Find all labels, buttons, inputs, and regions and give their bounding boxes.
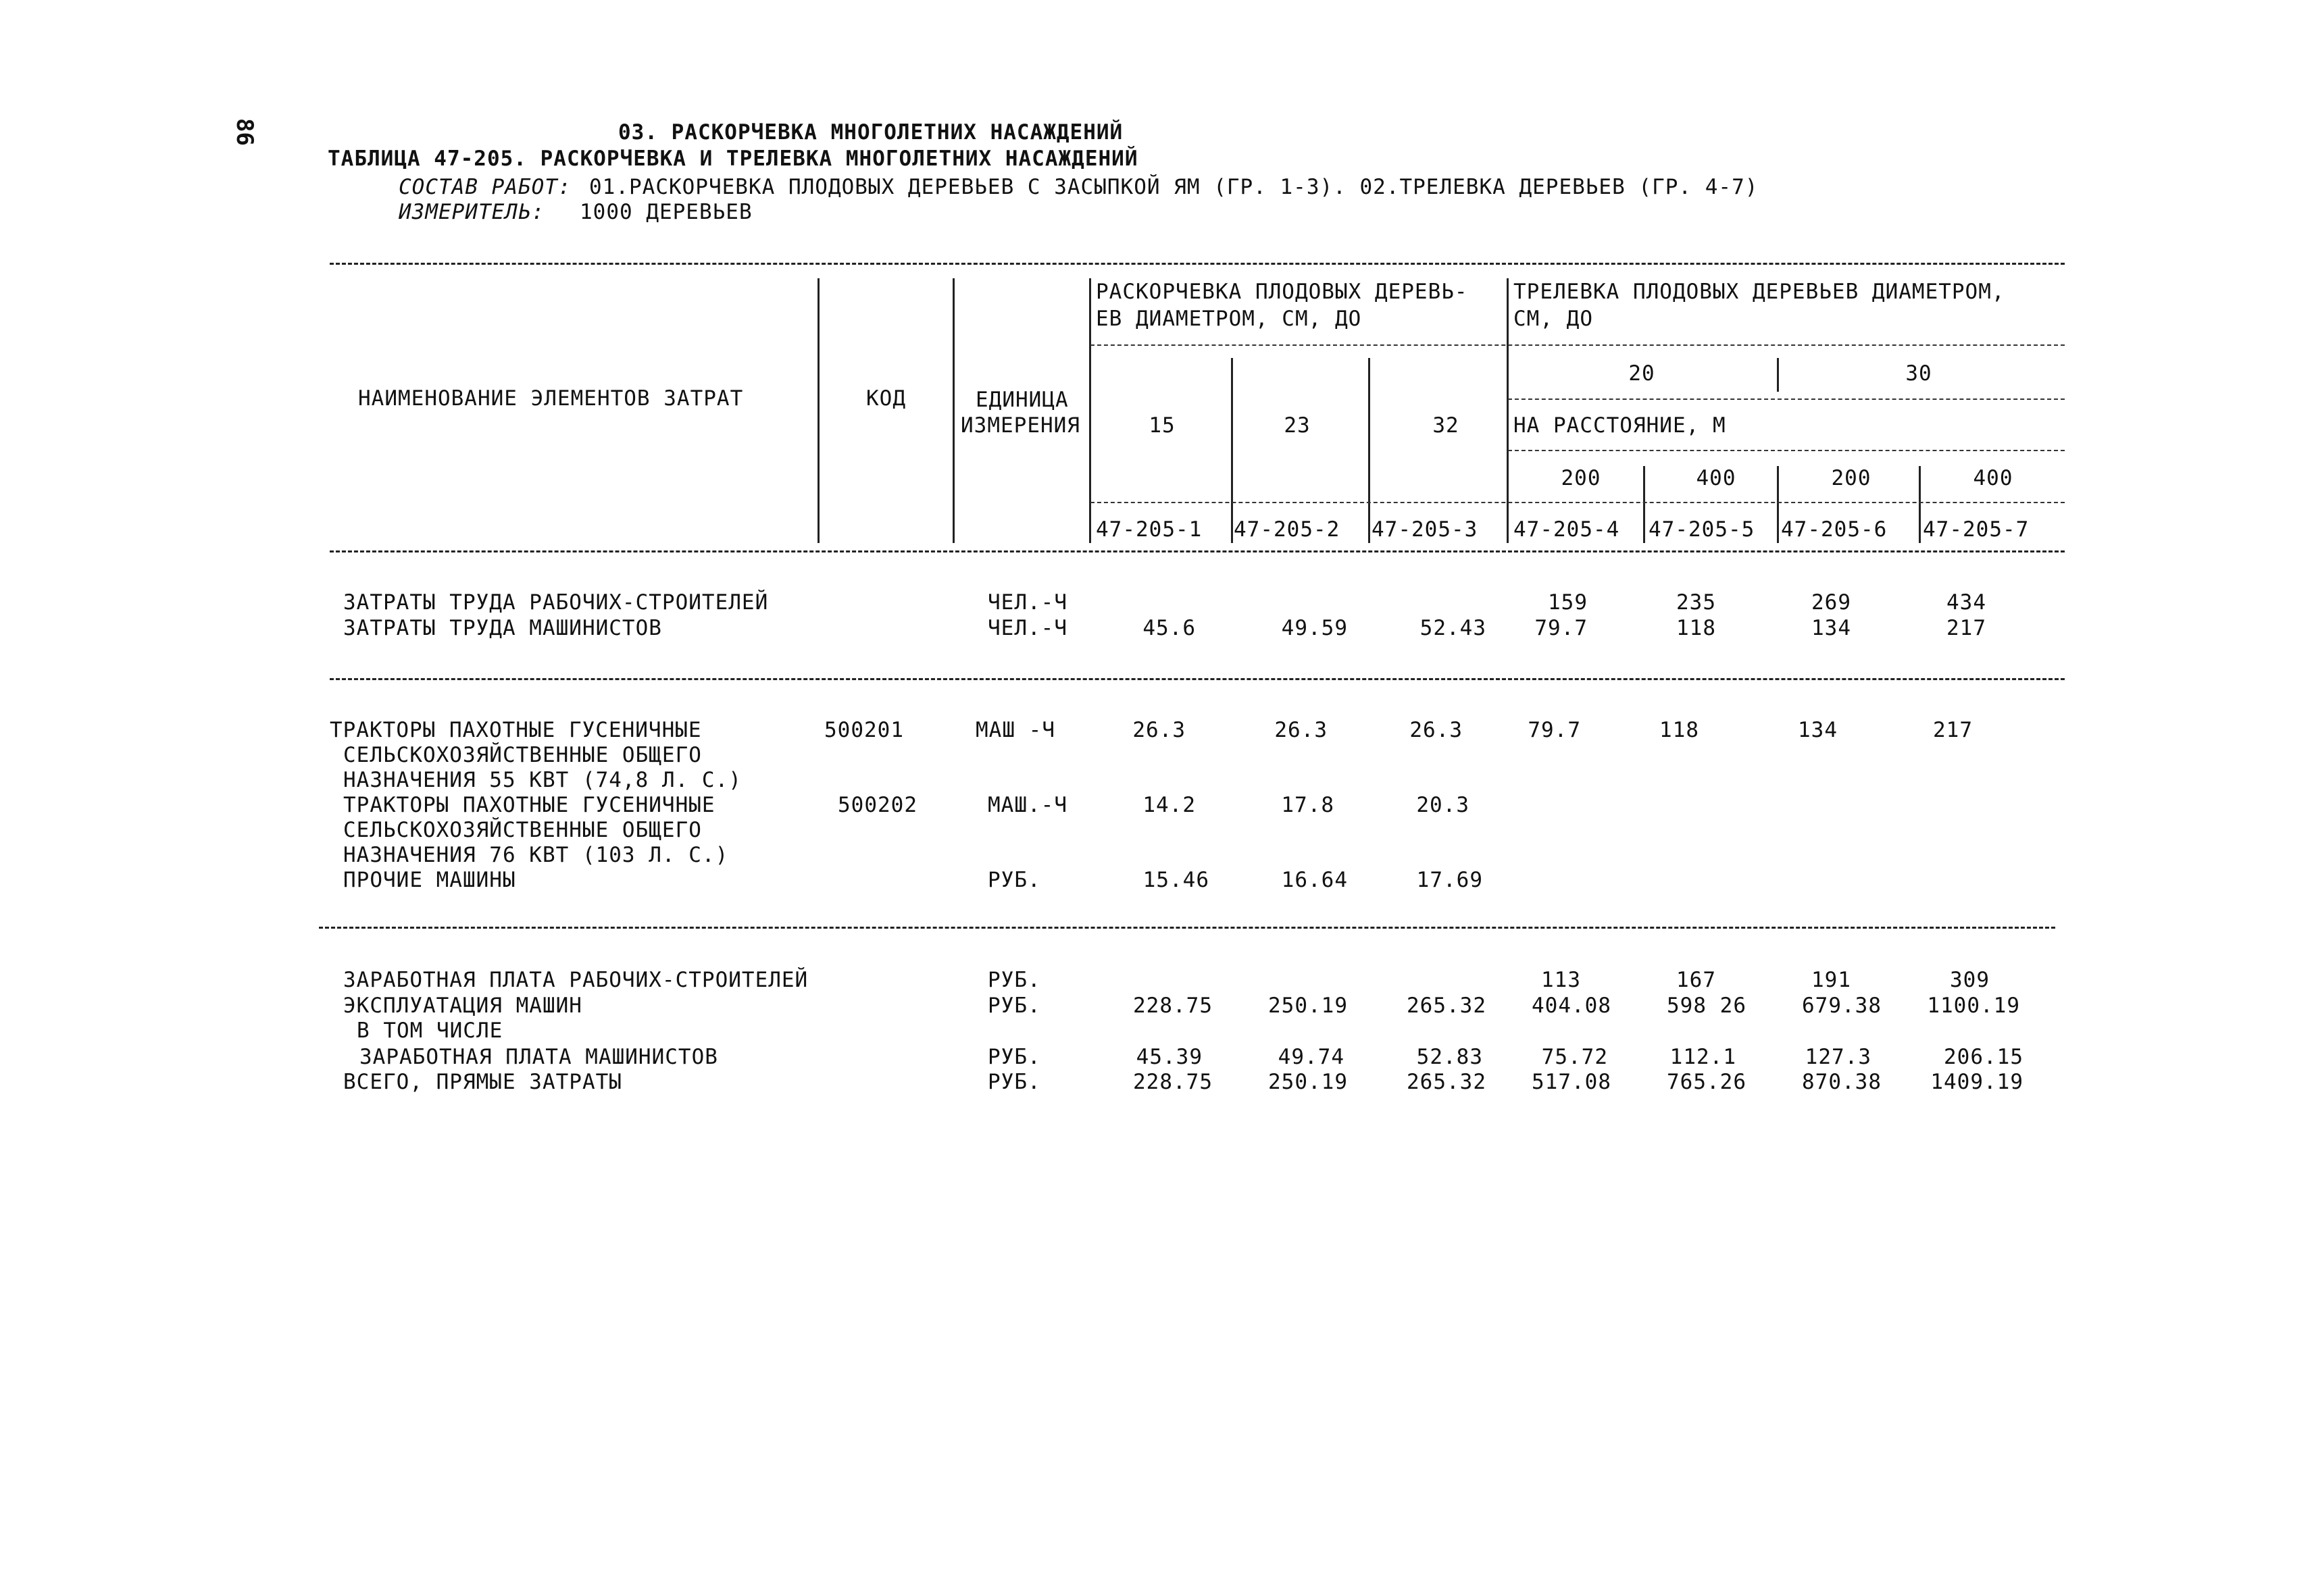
header-diameter-23: 23 (1284, 413, 1311, 438)
row-value: 191 (1811, 968, 1851, 992)
header-divider (1919, 466, 1921, 543)
row-value: 16.64 (1281, 868, 1348, 892)
row-value: 679.38 (1802, 994, 1882, 1018)
row-value: 17.8 (1281, 793, 1334, 817)
row-value: 1100.19 (1927, 994, 2020, 1018)
row-value: 217 (1933, 718, 1973, 742)
header-divider (1777, 358, 1779, 392)
row-value: 15.46 (1142, 868, 1209, 892)
row-value: 1409.19 (1930, 1070, 2023, 1094)
row-value: 49.59 (1281, 616, 1348, 640)
row-value: 265.32 (1407, 994, 1486, 1018)
machine-name: ПРОЧИЕ МАШИНЫ (343, 868, 516, 892)
machine-name: ТРАКТОРЫ ПАХОТНЫЕ ГУСЕНИЧНЫЕ (343, 793, 715, 817)
meter-label: ИЗМЕРИТЕЛЬ: (399, 200, 545, 224)
table-title: ТАБЛИЦА 47-205. РАСКОРЧЕВКА И ТРЕЛЕВКА МНОГОЛЕТНИХ НАСАЖДЕНИЙ (328, 147, 1138, 171)
header-distance-value: 400 (1696, 466, 1736, 490)
column-code: 47-205-6 (1781, 517, 1888, 542)
row-value: 517.08 (1532, 1070, 1611, 1094)
row-value: 206.15 (1944, 1045, 2023, 1069)
machine-name: ТРАКТОРЫ ПАХОТНЫЕ ГУСЕНИЧНЫЕ (330, 718, 702, 742)
row-value: 159 (1548, 590, 1588, 615)
row-name: ЗАТРАТЫ ТРУДА РАБОЧИХ-СТРОИТЕЛЕЙ (343, 590, 769, 615)
header-distance-value: 400 (1973, 466, 2013, 490)
machine-code: 500202 (838, 793, 917, 817)
section-title: 03. РАСКОРЧЕВКА МНОГОЛЕТНИХ НАСАЖДЕНИЙ (618, 120, 1124, 145)
row-name: ЗАТРАТЫ ТРУДА МАШИНИСТОВ (343, 616, 662, 640)
header-group2-line2: СМ, ДО (1513, 307, 1593, 331)
row-value: 235 (1676, 590, 1716, 615)
header-rule (1508, 398, 2065, 400)
machine-name: СЕЛЬСКОХОЗЯЙСТВЕННЫЕ ОБЩЕГО (343, 818, 702, 842)
header-divider (1643, 466, 1645, 543)
row-unit: ЧЕЛ.-Ч (988, 590, 1067, 615)
row-name: ЭКСПЛУАТАЦИЯ МАШИН (343, 994, 582, 1018)
header-divider (953, 278, 955, 543)
row-value: 404.08 (1532, 994, 1611, 1018)
row-unit: МАШ -Ч (976, 718, 1055, 742)
row-name: ЗАРАБОТНАЯ ПЛАТА РАБОЧИХ-СТРОИТЕЛЕЙ (343, 968, 809, 992)
column-code: 47-205-1 (1096, 517, 1203, 542)
header-rule (1508, 450, 2065, 451)
row-value: 265.32 (1407, 1070, 1486, 1094)
header-divider (1368, 358, 1370, 543)
meter-text: 1000 ДЕРЕВЬЕВ (580, 200, 753, 224)
work-composition-label: СОСТАВ РАБОТ: (399, 175, 572, 199)
row-value: 228.75 (1133, 994, 1213, 1018)
row-unit: РУБ. (988, 994, 1041, 1018)
row-unit: РУБ. (988, 1045, 1041, 1069)
row-value: 26.3 (1274, 718, 1328, 742)
section-rule (319, 927, 2055, 929)
work-composition-text: 01.РАСКОРЧЕВКА ПЛОДОВЫХ ДЕРЕВЬЕВ С ЗАСЫПКОЙ ЯМ (ГР. 1-3). 02.ТРЕЛЕВКА ДЕРЕВЬЕВ (ГР. 4-7) (589, 175, 1759, 199)
header-divider (1231, 358, 1233, 543)
row-value: 113 (1541, 968, 1581, 992)
machine-code: 500201 (824, 718, 904, 742)
row-value: 118 (1659, 718, 1699, 742)
row-value: 250.19 (1268, 994, 1348, 1018)
header-divider (1507, 278, 1509, 543)
header-bottom-rule (330, 550, 2065, 552)
row-value: 20.3 (1416, 793, 1469, 817)
column-code: 47-205-4 (1513, 517, 1620, 542)
row-value: 309 (1950, 968, 1990, 992)
header-divider (1777, 466, 1779, 543)
header-diameter-20: 20 (1628, 361, 1655, 386)
row-value: 118 (1676, 616, 1716, 640)
header-rule (1090, 344, 2065, 346)
row-value: 45.6 (1142, 616, 1196, 640)
row-value: 250.19 (1268, 1070, 1348, 1094)
row-unit: ЧЕЛ.-Ч (988, 616, 1067, 640)
column-code: 47-205-5 (1649, 517, 1755, 542)
header-group1-line2: ЕВ ДИАМЕТРОМ, СМ, ДО (1096, 307, 1362, 331)
machine-name: СЕЛЬСКОХОЗЯЙСТВЕННЫЕ ОБЩЕГО (343, 743, 702, 767)
machine-name: НАЗНАЧЕНИЯ 76 КВТ (103 Л. С.) (343, 843, 729, 867)
header-name: НАИМЕНОВАНИЕ ЭЛЕМЕНТОВ ЗАТРАТ (358, 386, 744, 411)
header-unit-line2: ИЗМЕРЕНИЯ (961, 413, 1080, 438)
column-code: 47-205-2 (1234, 517, 1340, 542)
header-diameter-15: 15 (1149, 413, 1176, 438)
header-distance-value: 200 (1561, 466, 1601, 490)
header-unit-line1: ЕДИНИЦА (976, 388, 1069, 412)
row-value: 52.83 (1416, 1045, 1483, 1069)
header-group1-line1: РАСКОРЧЕВКА ПЛОДОВЫХ ДЕРЕВЬ- (1096, 280, 1468, 304)
row-value: 134 (1798, 718, 1838, 742)
row-value: 79.7 (1528, 718, 1581, 742)
table-top-rule (330, 263, 2065, 265)
row-unit: МАШ.-Ч (988, 793, 1067, 817)
column-code: 47-205-3 (1372, 517, 1478, 542)
row-value: 112.1 (1669, 1045, 1736, 1069)
header-diameter-32: 32 (1432, 413, 1459, 438)
row-unit: РУБ. (988, 1070, 1041, 1094)
row-value: 598 26 (1667, 994, 1746, 1018)
row-value: 134 (1811, 616, 1851, 640)
machine-name: НАЗНАЧЕНИЯ 55 КВТ (74,8 Л. С.) (343, 768, 742, 792)
row-value: 434 (1946, 590, 1986, 615)
section-rule (330, 678, 2065, 680)
row-name: ЗАРАБОТНАЯ ПЛАТА МАШИНИСТОВ (359, 1045, 718, 1069)
row-value: 127.3 (1805, 1045, 1871, 1069)
row-value: 26.3 (1132, 718, 1186, 742)
row-unit: РУБ. (988, 868, 1041, 892)
row-value: 228.75 (1133, 1070, 1213, 1094)
column-code: 47-205-7 (1923, 517, 2030, 542)
header-diameter-30: 30 (1905, 361, 1932, 386)
row-value: 49.74 (1278, 1045, 1344, 1069)
page-number: 86 (231, 118, 258, 146)
row-value: 45.39 (1136, 1045, 1203, 1069)
header-code: КОД (866, 386, 906, 411)
row-name: В ТОМ ЧИСЛЕ (357, 1019, 503, 1043)
row-value: 26.3 (1409, 718, 1463, 742)
row-value: 765.26 (1667, 1070, 1746, 1094)
row-name: ВСЕГО, ПРЯМЫЕ ЗАТРАТЫ (343, 1070, 622, 1094)
header-divider (818, 278, 820, 543)
row-value: 79.7 (1534, 616, 1588, 640)
header-rule (1090, 502, 2065, 503)
row-value: 17.69 (1416, 868, 1483, 892)
row-value: 269 (1811, 590, 1851, 615)
row-value: 167 (1676, 968, 1716, 992)
row-value: 870.38 (1802, 1070, 1882, 1094)
row-value: 14.2 (1142, 793, 1196, 817)
header-group2-line1: ТРЕЛЕВКА ПЛОДОВЫХ ДЕРЕВЬЕВ ДИАМЕТРОМ, (1513, 280, 2005, 304)
row-value: 52.43 (1419, 616, 1486, 640)
header-distance: НА РАССТОЯНИЕ, М (1513, 413, 1726, 438)
header-distance-value: 200 (1831, 466, 1871, 490)
header-divider (1089, 278, 1091, 543)
row-value: 217 (1946, 616, 1986, 640)
row-unit: РУБ. (988, 968, 1041, 992)
row-value: 75.72 (1541, 1045, 1608, 1069)
